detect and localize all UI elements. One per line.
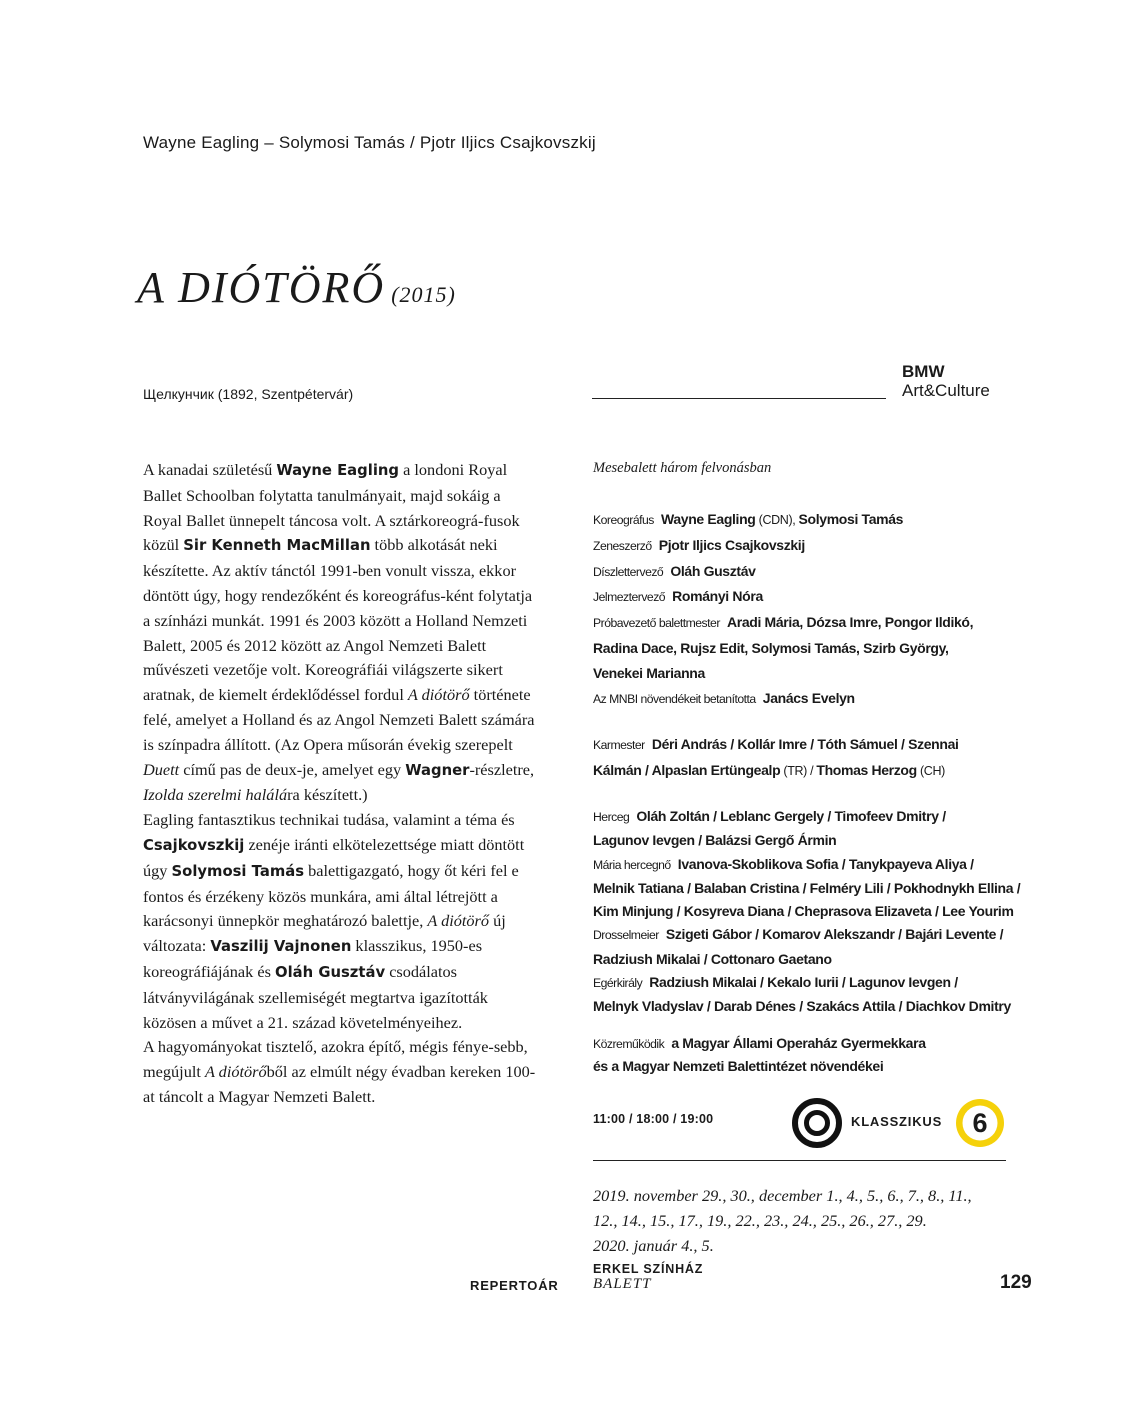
credit-name: Déri András / Kollár Imre / Tóth Sámuel / Szennai (651, 736, 959, 752)
credit-set-designer (593, 559, 1023, 585)
footer-category: BALETT (593, 1276, 652, 1292)
text-run: balettigazgató, hogy őt kéri fel e fontos és érzékeny közös munkára, ami által létrejött a karácsonyi ünnepkör meghatározó balettje, (143, 860, 519, 931)
credit-name: Romány​i Nóra (672, 588, 763, 605)
credit-role: Koreográfus (593, 513, 654, 527)
credit-role: Jelmeztervező (593, 590, 666, 605)
credit-role: Közreműködik (593, 1037, 665, 1051)
page-title (137, 262, 456, 313)
credit-name: Oláh Gusztáv (670, 562, 756, 579)
creative-team (593, 507, 1023, 711)
text-run: ra készített.) (287, 785, 368, 805)
work-title: A diótörő (427, 911, 490, 931)
participation (593, 1032, 1023, 1077)
credit-role: Drosselmeier (593, 928, 659, 943)
cast-drosselmeier-cont (593, 948, 1023, 971)
cast-mouse-king-cont (593, 995, 1023, 1018)
cast-mouse-king (593, 971, 1023, 995)
text-run: zenéje iránti elkötelezettsége miatt döntött úgy (143, 834, 525, 880)
genre-label: Mesebalett három felvonásban (593, 460, 772, 476)
credit-choreographer (593, 507, 1023, 533)
text-run: -részletre, (469, 759, 535, 779)
credit-note: (TR) / (780, 763, 817, 778)
credit-name: Aradi Mária, Dózsa Imre, Pongor Ildikó, (726, 614, 974, 631)
title-year: (2015) (391, 282, 456, 307)
credit-role: Az MNBI növendékeit betanította (593, 691, 756, 706)
person-name: Wagner (405, 761, 470, 779)
sponsor-logo-line2: Art&Culture (902, 381, 990, 400)
work-title: A diótörő (407, 685, 470, 705)
sponsor-logo-line1: BMW (902, 362, 945, 381)
credit-name: Radziush Mikalai / Kekalo Iurii / Lagunov Ievgen / (649, 974, 958, 991)
article-body (143, 458, 543, 1110)
age-rating: 6 (972, 1108, 988, 1138)
person-name: Vaszilij Vajnonen (210, 938, 352, 956)
person-name: Sir Kenneth MacMillan (183, 537, 371, 555)
sponsor-logo (902, 362, 990, 400)
page-number: 129 (1000, 1272, 1032, 1293)
text-run: csodálatos látványvilágának szellemiségét megtartva igazították közösen a művet a 21. század követelményeihez. (143, 961, 488, 1032)
text-run: A kanadai születésű (143, 460, 277, 479)
credit-name: Kim Minjung / Kosyreva Diana / Cheprasova Elizaveta / Lee Yourim (593, 903, 1014, 920)
concentric-circles-icon (791, 1097, 843, 1149)
credit-name: Ivanova-Skoblikova Sofia / Tanykpayeva Aliya / (677, 855, 974, 872)
person-name: Wayne Eagling (276, 462, 400, 479)
credit-name: Oláh Zoltán / Leblanc Gergely / Timofeev Dmitry / (636, 808, 946, 824)
credit-name: Szigeti Gábor / Komarov Alekszandr / Bajári Levente / (665, 926, 1004, 943)
credit-composer (593, 533, 1023, 559)
credit-role: Egérkirály (593, 976, 643, 991)
dates-line: 2019. november 29., 30., december 1., 4., 5., 6., 7., 8., 11., (593, 1186, 972, 1205)
person-name: Oláh Gusztáv (275, 963, 386, 981)
credit-rehearsal-cont (593, 661, 1023, 686)
dates-divider (593, 1160, 1006, 1161)
article-paragraph (143, 1035, 543, 1109)
work-title: Duett (143, 759, 180, 779)
text-run: A hagyományokat tisztelő, azokra építő, mégis fénye-sebb, megújult (143, 1037, 528, 1082)
cast-prince-cont (593, 829, 1023, 852)
cast-princess-cont (593, 900, 1023, 923)
credit-name: Lagunov Ievgen / Balázsi Gergő Ármin (593, 832, 837, 849)
credit-costume-designer (593, 584, 1023, 610)
text-run: klasszikus, 1950-es koreográfiájának és (143, 936, 483, 981)
credit-note: (CDN), (755, 513, 799, 527)
credit-name: Radina Dace, Rujsz Edit, Solymosi Tamás, Szirb György, (593, 639, 949, 656)
authors-line: Wayne Eagling – Solymosi Tamás / Pjotr Iljics Csajkovszkij (143, 133, 596, 152)
credit-name: Pjotr Iljics Csajkovszkij (658, 536, 805, 553)
credit-name: Janács Evelyn (762, 689, 855, 706)
text-run: című pas de deux-je, amelyet egy (179, 759, 406, 779)
dates-line: 12., 14., 15., 17., 19., 22., 23., 24., 25., 26., 27., 29. (593, 1210, 927, 1230)
article-paragraph (143, 458, 543, 808)
text-run: Eagling fantasztikus technikai tudása, valamint a téma és (143, 810, 515, 830)
cast-list (593, 805, 1023, 1019)
text-run: a londoni Royal Ballet Schoolban folytatta tanulmányait, majd sokáig a Royal Ballet ünnepelt táncosa volt. A sztárkoreográ-fusok közül (143, 460, 520, 555)
work-title: A diótörő (204, 1062, 267, 1082)
text-run: több alkotását neki készítette. Az aktív tánctól 1991-ben vonult vissza, ekkor döntött úgy, hogy rendezőként és koreográfus-ként folytatja a színházi munkát. 1991 és 2003 között a Holland Nemzeti Balett, 2005 és 2012 között az Angol Nemzeti Balett művészeti vezetője volt. Koreográfiái világszerte sikert aratnak, de kiemelt érdeklődéssel fordul (143, 535, 533, 705)
article-paragraph (143, 808, 543, 1035)
credit-rehearsal (593, 610, 1023, 636)
cast-prince (593, 805, 1023, 829)
credit-conductor-cont (593, 758, 1023, 784)
credit-role: Díszlettervező (593, 564, 664, 579)
credit-participation (593, 1032, 1023, 1055)
text-run: ből az elmúlt négy évadban kereken 100-at táncolt a Magyar Nemzeti Balett. (143, 1062, 536, 1106)
title-text: A DIÓTÖRŐ (137, 263, 386, 312)
credit-name: Melnik Tatiana / Balaban Cristina / Felméry Lili / Pokhodnykh Ellina / (593, 879, 1021, 896)
credit-role: Karmester (593, 738, 645, 752)
credit-role: Próbavezető balettmester (593, 616, 720, 631)
cast-princess (593, 853, 1023, 877)
credit-students (593, 686, 1023, 712)
dates-line: 2020. január 4., 5. (593, 1235, 714, 1255)
credit-role: Zeneszerző (593, 538, 652, 553)
cast-drosselmeier (593, 923, 1023, 947)
sponsor-divider (592, 398, 886, 399)
credit-name: Solymosi Tamás (798, 511, 904, 527)
credit-name: a Magyar Állami Operaház Gyermekkara (671, 1035, 926, 1051)
credit-note: (CH) (916, 763, 945, 778)
performance-dates (593, 1184, 972, 1258)
credit-name: Melnyk Vladyslav / Darab Dénes / Szakács Attila / Diachkov Dmitry (593, 998, 1011, 1015)
credit-name: Venekei Marianna (593, 664, 705, 681)
credit-name: Thomas Herzog (816, 761, 917, 778)
cast-princess-cont (593, 877, 1023, 900)
person-name: Csajkovszkij (143, 836, 245, 854)
credit-conductor (593, 732, 1023, 758)
conductors (593, 732, 1023, 784)
person-name: Solymosi Tamás (171, 862, 305, 880)
text-run: története felé, amelyet a Holland és az Angol Nemzeti Balett számára is színpadra állított. (Az Opera műsorán évekig szerepelt (143, 685, 535, 754)
work-title: Izolda szerelmi halálá (143, 785, 288, 805)
credit-role: Mária hercegnő (593, 857, 671, 872)
credit-rehearsal-cont (593, 636, 1023, 661)
footer-section: REPERTOÁR (470, 1278, 559, 1293)
credit-participation-cont (593, 1055, 1023, 1077)
original-title: Щелкунчик (1892, Szentpétervár) (143, 386, 354, 402)
category-label: KLASSZIKUS (851, 1114, 943, 1129)
show-times: 11:00 / 18:00 / 19:00 (593, 1112, 714, 1126)
credit-name: Radziush Mikalai / Cottonaro Gaetano (593, 950, 832, 967)
credit-role: Herceg (593, 810, 630, 824)
credit-name: Wayne Eagling (661, 511, 756, 527)
credit-name: Kálmán / Alpaslan Ertüngealp (593, 761, 781, 778)
credit-name: és a Magyar Nemzeti Balettintézet növendékei (593, 1058, 884, 1074)
text-run: új változata: (143, 911, 506, 956)
venue: ERKEL SZÍNHÁZ (593, 1262, 704, 1276)
